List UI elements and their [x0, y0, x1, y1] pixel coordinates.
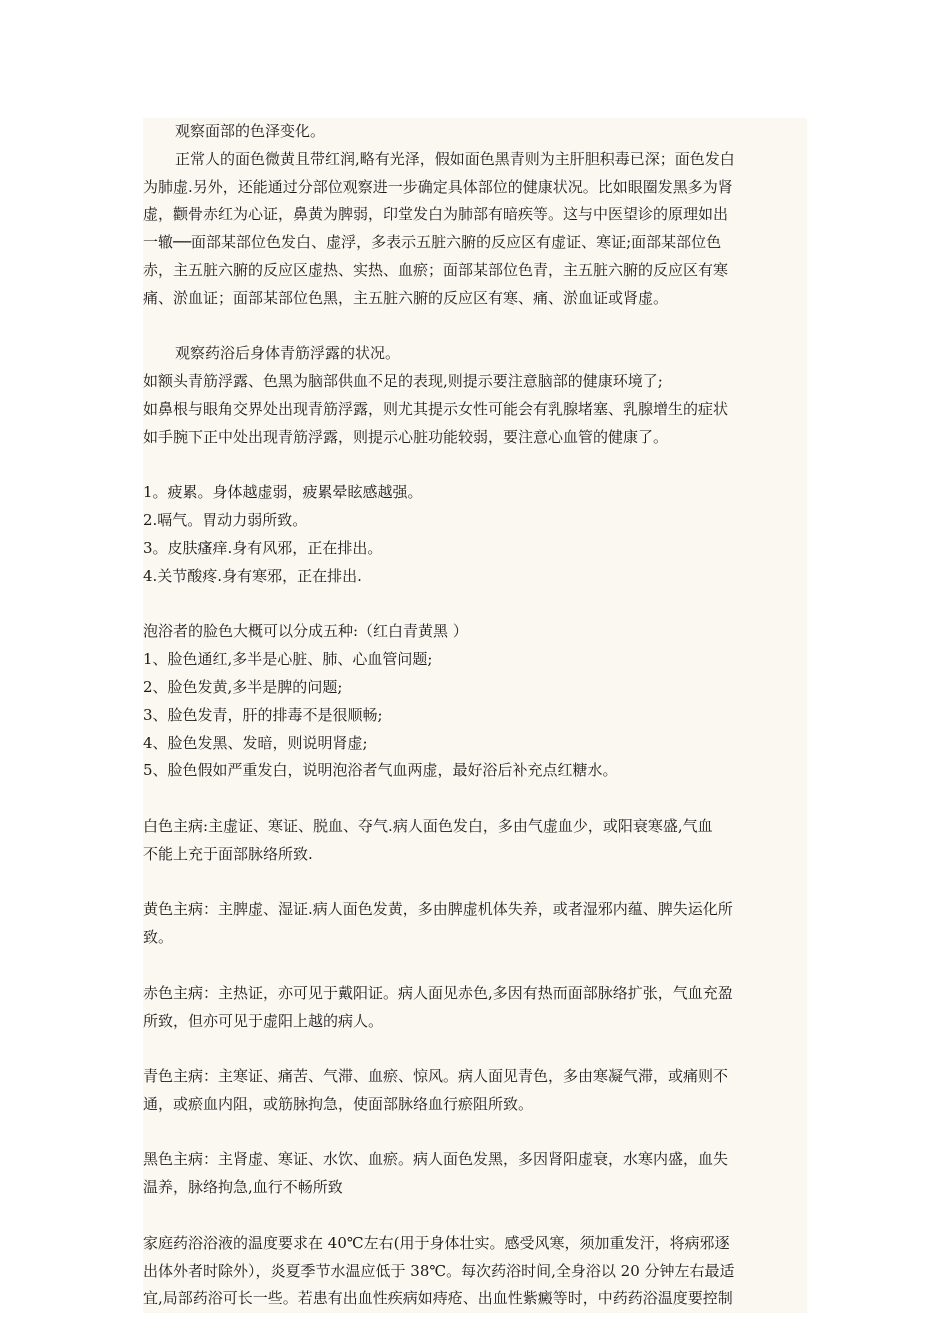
paragraph-line: 为肺虚.另外，还能通过分部位观察进一步确定具体部位的健康状况。比如眼圈发黑多为肾 — [143, 177, 733, 196]
list-item: 3、脸色发青，肝的排毒不是很顺畅; — [143, 705, 383, 724]
section-title: 观察药浴后身体青筋浮露的状况。 — [175, 344, 401, 363]
list-item: 2.嗝气。胃动力弱所致。 — [143, 511, 308, 530]
paragraph-line: 痛、淤血证；面部某部位色黑，主五脏六腑的反应区有寒、痛、淤血证或肾虚。 — [143, 288, 669, 307]
blank-line — [143, 1119, 807, 1147]
section-title: 观察面部的色泽变化。 — [175, 122, 326, 140]
paragraph-line: 如手腕下正中处出现青筋浮露，则提示心脏功能较弱，要注意心血管的健康了。 — [143, 427, 669, 446]
list-item: 1。疲累。身体越虚弱，疲累晕眩感越强。 — [143, 483, 423, 502]
paragraph-line: 通，或瘀血内阻，或筋脉拘急，使面部脉络血行瘀阻所致。 — [143, 1094, 534, 1113]
paragraph-line: 家庭药浴浴液的温度要求在 40℃左右(用于身体壮实。感受风寒，须加重发汗，将病邪逐 — [143, 1233, 730, 1252]
list-item: 4、脸色发黑、发暗，则说明肾虚; — [143, 733, 368, 752]
paragraph-line: 正常人的面色微黄且带红润,略有光泽，假如面色黑青则为主肝胆积毒已深；面色发白 — [175, 149, 735, 168]
paragraph-line: 不能上充于面部脉络所致. — [143, 844, 313, 863]
blank-line — [143, 591, 807, 619]
paragraph-line: 赤，主五脏六腑的反应区虚热、实热、血瘀；面部某部位色青，主五脏六腑的反应区有寒 — [143, 260, 729, 279]
paragraph-line: 赤色主病：主热证，亦可见于戴阳证。病人面见赤色,多因有热而面部脉络扩张，气血充盈 — [143, 983, 733, 1002]
blank-line — [143, 952, 807, 980]
blank-line — [143, 452, 807, 480]
paragraph-line: 如鼻根与眼角交界处出现青筋浮露，则尤其提示女性可能会有乳腺堵塞、乳腺增生的症状 — [143, 399, 729, 418]
paragraph-line: 宜,局部药浴可长一些。若患有出血性疾病如痔疮、出血性紫癜等时，中药药浴温度要控制 — [143, 1289, 733, 1308]
section-title: 泡浴者的脸色大概可以分成五种:（红白青黄黑 ） — [143, 622, 468, 641]
paragraph-line: 白色主病:主虚证、寒证、脱血、夺气.病人面色发白，多由气虚血少，或阳衰寒盛,气血 — [143, 816, 713, 835]
blank-line — [143, 1035, 807, 1063]
paragraph-line: 虚，颧骨赤红为心证，鼻黄为脾弱，印堂发白为肺部有暗疾等。这与中医望诊的原理如出 — [143, 205, 729, 224]
paragraph-line: 温养，脉络拘急,血行不畅所致 — [143, 1178, 343, 1197]
paragraph-line: 所致，但亦可见于虚阳上越的病人。 — [143, 1011, 384, 1030]
paragraph-line: 一辙──面部某部位色发白、虚浮，多表示五脏六腑的反应区有虚证、寒证;面部某部位色 — [143, 233, 722, 252]
blank-line — [143, 869, 807, 897]
list-item: 5、脸色假如严重发白，说明泡浴者气血两虚，最好浴后补充点红糖水。 — [143, 761, 618, 780]
paragraph-line: 青色主病：主寒证、痛苦、气滞、血瘀、惊风。病人面见青色，多由寒凝气滞，或痛则不 — [143, 1067, 729, 1086]
paragraph-line: 如额头青筋浮露、色黑为脑部供血不足的表现,则提示要注意脑部的健康环境了; — [143, 372, 663, 391]
blank-line — [143, 785, 807, 813]
document-body — [143, 118, 807, 1313]
list-item: 2、脸色发黄,多半是脾的问题; — [143, 677, 343, 696]
list-item: 3。皮肤瘙痒.身有风邪，正在排出。 — [143, 538, 383, 557]
paragraph-line: 致。 — [143, 928, 174, 947]
list-item: 1、脸色通红,多半是心脏、肺、心血管问题; — [143, 650, 433, 669]
paragraph-line: 出体外者时除外），炎夏季节水温应低于 38℃。每次药浴时间,全身浴以 20 分钟左右最适 — [143, 1261, 735, 1280]
blank-line — [143, 313, 807, 341]
blank-line — [143, 1202, 807, 1230]
list-item: 4.关节酸疼.身有寒邪，正在排出. — [143, 566, 362, 585]
paragraph-line: 黑色主病：主肾虚、寒证、水饮、血瘀。病人面色发黑，多因肾阳虚衰，水寒内盛，血失 — [143, 1150, 729, 1169]
paragraph-line: 黄色主病：主脾虚、湿证.病人面色发黄，多由脾虚机体失养，或者湿邪内蕴、脾失运化所 — [143, 900, 733, 919]
